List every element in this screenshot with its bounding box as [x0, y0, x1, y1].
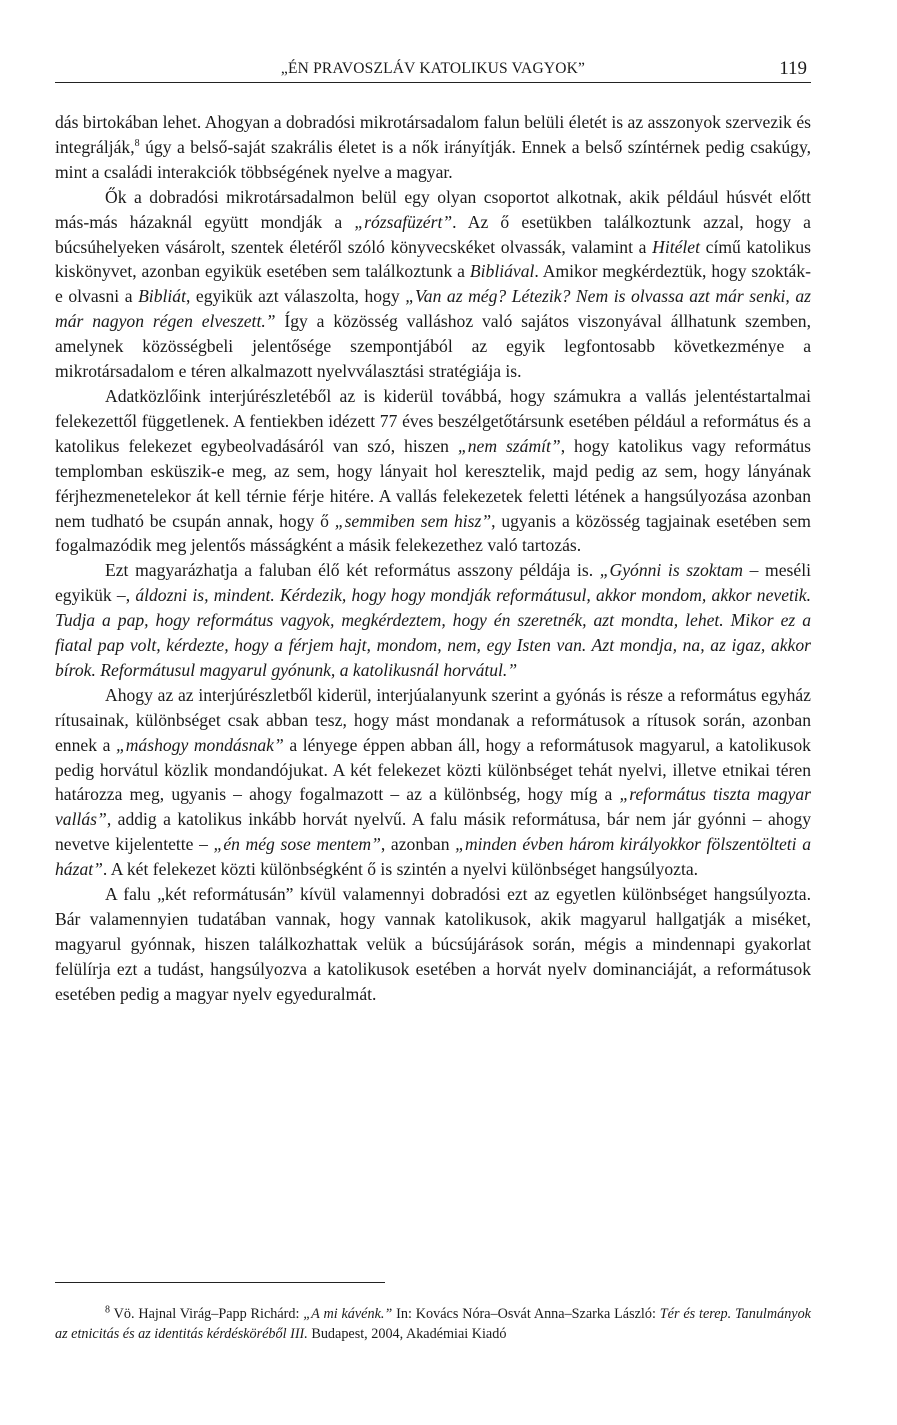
italic-quote: Hitélet	[652, 236, 700, 257]
text-run: Ezt magyarázhatja a faluban élő két református asszony példája is.	[105, 560, 600, 581]
italic-quote: „A mi kávénk.”	[303, 1306, 393, 1323]
text-run: Budapest, 2004, Akadémiai Kiadó	[307, 1326, 507, 1343]
text-run: A falu „két reformátusán” kívül valamennyi dobradósi ezt az egyetlen különbséget hangsúlyozta. Bár valamennyien tudatában vannak, hogy vannak katolikusok, akik magyarul hallgatják a miséket, magyarul gyónnak, hiszen találkozhattak velük a búcsújárások során, mégis a mindennapi gyakorlat felülírja ezt a tudást, hangsúlyozva a katolikusok esetében a horvát nyelv dominanciáját, a reformátusok esetében pedig a magyar nyelv egyeduralmát.	[55, 884, 811, 1004]
text-run: Ahogy az az interjúrészletből kiderül, interjúalanyunk szerint a gyónás is része a református egyház rítusainak, különbséget csak abban tesz, hogy mást mondanak a reformátusok a rítusok során, azonban ennek a	[55, 684, 811, 755]
paragraph-6	[55, 882, 811, 1007]
page-number: 119	[779, 58, 807, 79]
text-run: . A két felekezet közti különbségként ő is szintén a nyelvi különbséget hangsúlyozta.	[102, 859, 699, 880]
italic-quote: Bibliát	[138, 286, 186, 307]
italic-quote: „nem számít”	[457, 435, 561, 456]
body-text	[55, 110, 811, 1007]
text-run: . Amikor megkérdeztük, hogy szokták-e olvasni a	[55, 261, 812, 307]
text-run: . Az ő esetükben találkoztunk azzal, hogy a búcsúhelyeken vásárolt, szentek életéről szóló könyvecskéket olvassák, valamint a	[55, 211, 811, 257]
paragraph-4	[55, 558, 811, 683]
italic-quote: „semmiben sem hisz”	[334, 510, 492, 531]
text-run: , egyikük azt válaszolta, hogy	[185, 286, 406, 307]
text-run: , addig a katolikus inkább horvát nyelvű. A falu másik reformátusa, bár nem jár gyónni – ahogy nevetve kijelentette –	[55, 809, 811, 855]
italic-quote: „rózsafüzért”	[354, 211, 453, 232]
text-run: In: Kovács Nóra–Osvát Anna–Szarka László:	[392, 1306, 660, 1323]
text-run: Adatközlőink interjúrészletéből az is kiderül továbbá, hogy számukra a vallás jelentéstartalmai felekezettől függetlenek. A fentiekben idézett 77 éves beszélgetőtársunk esetében például a református és a katolikus felekezet egybeolvadásáról van szó, hiszen	[55, 385, 811, 456]
text-run: , ugyanis a közösség tagjainak esetében sem fogalmazódik meg jelentős másságként a másik felekezethez való tartozás.	[55, 510, 811, 556]
italic-quote: Tér és terep. Tanulmányok az etnicitás és az identitás kérdésköréből III.	[55, 1306, 811, 1343]
italic-quote: áldozni is, mindent. Kérdezik, hogy hogy mondják reformátusul, akkor mondom, akkor nevetik. Tudja a pap, hogy református vagyok, megkérdeztem, hogy én szeretnék, azt mondta, lehet. Mikor ez a fiatal pap volt, kérdezte, hogy a férjem hajt, mondom, nem, egy Isten van. Azt mondja, na, az igaz, akkor bírok. Reformátusul magyarul gyónunk, a katolikusnál horvátul.”	[55, 585, 811, 680]
italic-quote: „Gyónni is szoktam	[599, 560, 743, 581]
running-header	[55, 58, 811, 83]
footnote-8	[55, 1304, 811, 1344]
text-run: Vö. Hajnal Virág–Papp Richárd:	[110, 1306, 304, 1323]
paragraph-1	[55, 110, 811, 185]
italic-quote: „Van az még? Létezik? Nem is olvassa azt már senki, az már nagyon régen elveszett.”	[55, 286, 811, 332]
text-run: , azonban	[380, 834, 456, 855]
running-title: „ÉN PRAVOSZLÁV KATOLIKUS VAGYOK”	[280, 60, 586, 77]
text-run: a lényege éppen abban áll, hogy a reformátusok magyarul, a katolikusok pedig horvátul közlik mondandójukat. A két felekezet közti különbséget tehát nyelvi, illetve etnikai téren határozza meg, ugyanis – ahogy fogalmazott – az a különbség, hogy míg a	[55, 734, 811, 805]
text-run: Így a közösség valláshoz való sajátos viszonyával állhatunk szemben, amelynek közösségbeli jelentősége szempontjából az egyik legfontosabb következménye a mikrotársadalom e téren alkalmazott nyelvválasztási stratégiája is.	[55, 311, 811, 382]
italic-quote: „református tiszta magyar vallás”	[55, 784, 811, 830]
text-run: dás birtokában lehet. Ahogyan a dobradósi mikrotársadalom falun belüli életét is az asszonyok szervezik és integrálják,	[55, 112, 811, 157]
footnote-marker: 8	[134, 138, 140, 150]
text-run: – meséli egyikük –,	[55, 560, 811, 606]
italic-quote: „minden évben három királyokkor fölszentölteti a házat”	[55, 834, 811, 880]
text-run: Ők a dobradósi mikrotársadalmon belül egy olyan csoportot alkotnak, akik például húsvét előtt más-más házaknál együtt mondják a	[55, 186, 811, 232]
italic-quote: Bibliával	[469, 261, 535, 282]
paragraph-3	[55, 384, 811, 558]
italic-quote: „én még sose mentem”	[213, 834, 381, 855]
text-run: , hogy katolikus vagy református templomban esküszik-e meg, az sem, hogy lányait hol keresztelik, majd pedig az sem, hogy lányának férjhezmenetelekor át kell térnie férje hitére. A vallás felekezetek feletti létének a hangsúlyozása azonban nem tudható be csupán annak, hogy ő	[55, 435, 811, 531]
footnote-divider	[55, 1282, 385, 1283]
paragraph-2	[55, 185, 811, 384]
text-run: című katolikus kiskönyvet, azonban egyikük esetében sem találkoztunk a	[55, 236, 812, 282]
paragraph-5	[55, 683, 811, 882]
text-run: úgy a belső-saját szakrális életet is a nők irányítják. Ennek a belső színtérnek pedig csakúgy, mint a családi interakciók többségének nyelve a magyar.	[55, 136, 811, 182]
footnote-marker: 8	[105, 1304, 110, 1316]
italic-quote: „máshogy mondásnak”	[115, 734, 284, 755]
